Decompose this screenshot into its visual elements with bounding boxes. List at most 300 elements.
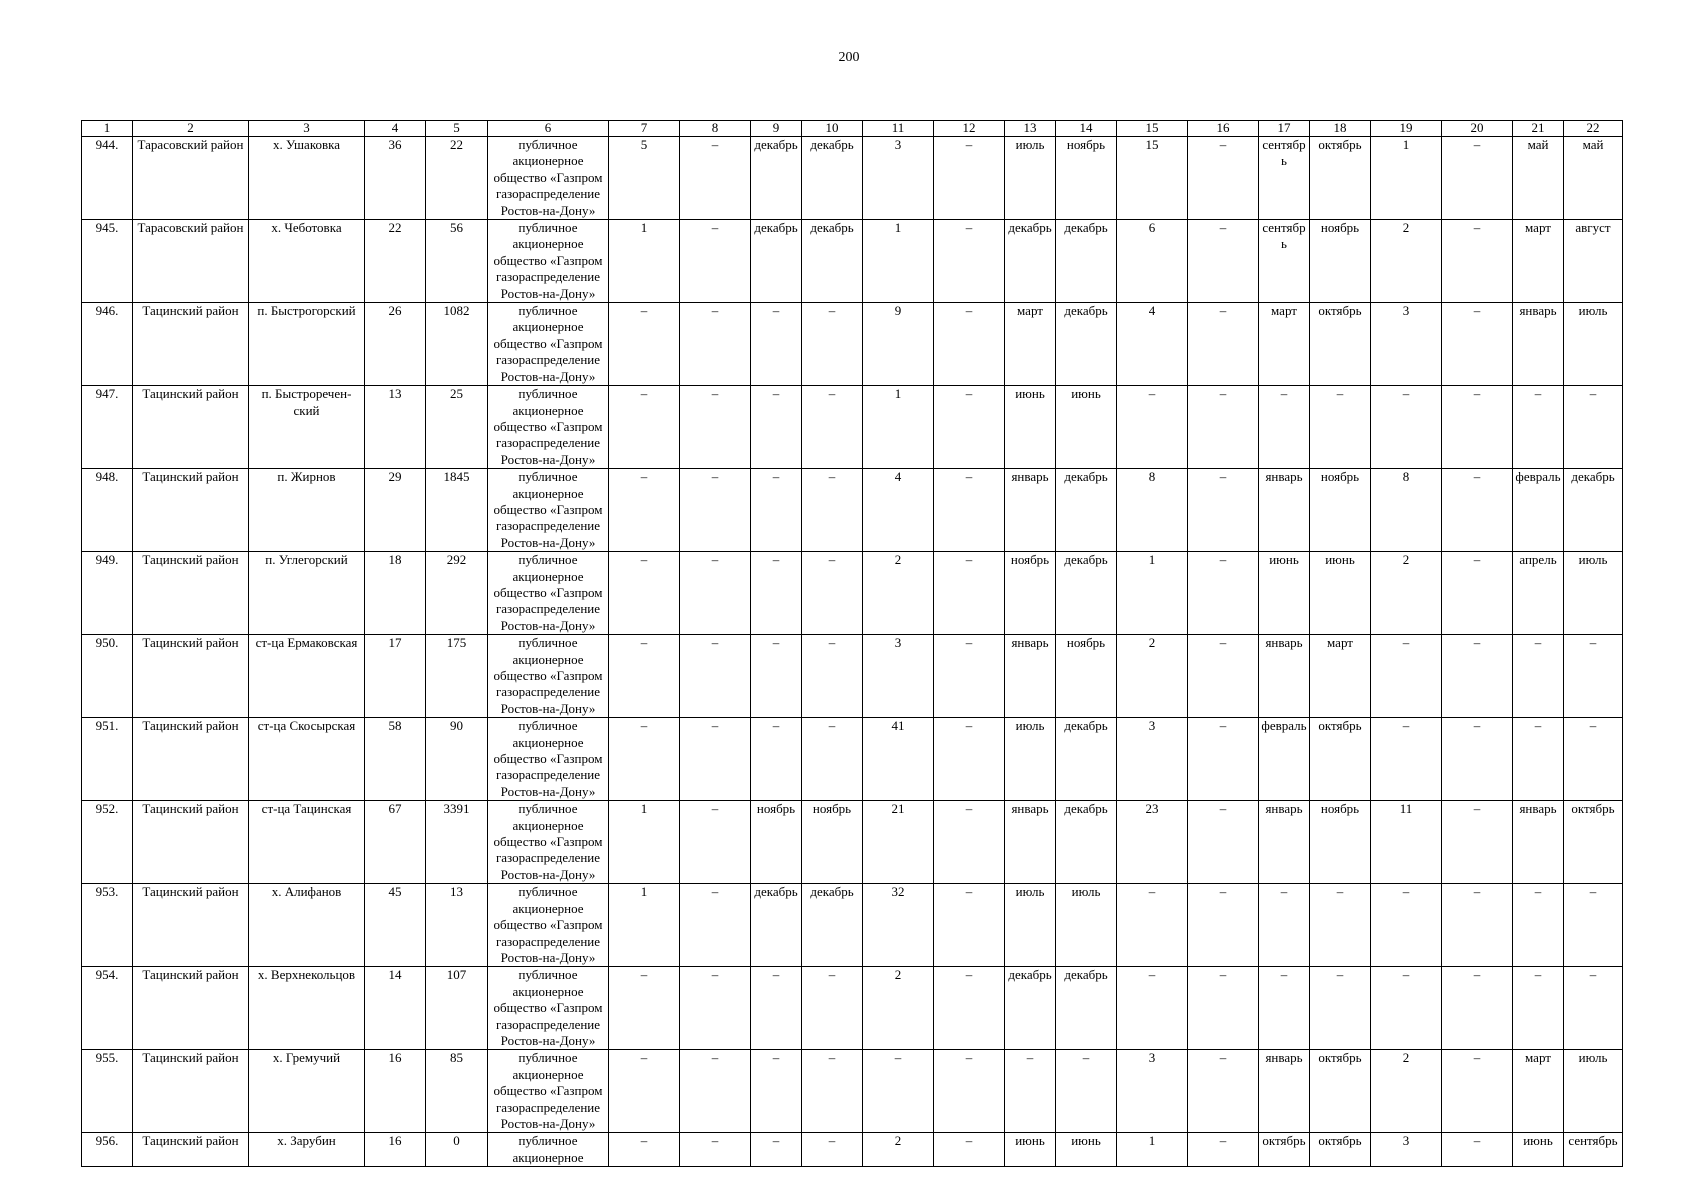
table-cell: 6 (1117, 220, 1188, 303)
table-cell: – (1310, 386, 1371, 469)
table-cell: декабрь (1056, 469, 1117, 552)
table-row (82, 220, 1623, 303)
table-row (82, 635, 1623, 718)
table-cell: – (934, 469, 1005, 552)
table-cell: январь (1005, 801, 1056, 884)
table-cell: публичное акционерное общество «Газпром газораспределение Ростов-на-Дону» (488, 884, 609, 967)
table-cell: – (609, 635, 680, 718)
column-header: 11 (863, 121, 934, 137)
table-cell: 953. (82, 884, 133, 967)
table-cell: декабрь (802, 137, 863, 220)
table-cell: 1 (863, 386, 934, 469)
table-cell: – (1188, 386, 1259, 469)
table-cell: 944. (82, 137, 133, 220)
table-cell: 32 (863, 884, 934, 967)
table-cell: декабрь (1564, 469, 1623, 552)
table-cell: 1 (609, 884, 680, 967)
table-cell: – (1117, 967, 1188, 1050)
column-header: 13 (1005, 121, 1056, 137)
table-cell: – (680, 1133, 751, 1167)
table-cell: 1082 (426, 303, 488, 386)
table-cell: март (1513, 220, 1564, 303)
table-cell: 107 (426, 967, 488, 1050)
column-header: 6 (488, 121, 609, 137)
table-cell: 5 (609, 137, 680, 220)
table-cell: июнь (1005, 386, 1056, 469)
table-cell: 947. (82, 386, 133, 469)
table-cell: п. Быстроречен-ский (249, 386, 365, 469)
table-cell: июнь (1310, 552, 1371, 635)
table-cell: март (1005, 303, 1056, 386)
table-cell: – (1188, 469, 1259, 552)
table-cell: июль (1005, 718, 1056, 801)
table-cell: публичное акционерное (488, 1133, 609, 1167)
table-cell: – (934, 635, 1005, 718)
table-cell: 2 (1371, 1050, 1442, 1133)
table-cell: декабрь (1056, 718, 1117, 801)
table-cell: февраль (1259, 718, 1310, 801)
table-cell: 948. (82, 469, 133, 552)
table-cell: публичное акционерное общество «Газпром газораспределение Ростов-на-Дону» (488, 303, 609, 386)
table-cell: июль (1005, 137, 1056, 220)
table-cell: 29 (365, 469, 426, 552)
table-cell: – (802, 1050, 863, 1133)
table-cell: публичное акционерное общество «Газпром газораспределение Ростов-на-Дону» (488, 1050, 609, 1133)
table-cell: – (1564, 386, 1623, 469)
table-cell: 22 (365, 220, 426, 303)
table-cell: декабрь (1056, 303, 1117, 386)
table-cell: 951. (82, 718, 133, 801)
table-cell: – (609, 1050, 680, 1133)
table-cell: ноябрь (1310, 220, 1371, 303)
table-cell: декабрь (1056, 220, 1117, 303)
table-cell: Тацинский район (133, 967, 249, 1050)
table-cell: июнь (1005, 1133, 1056, 1167)
table-cell: 2 (863, 1133, 934, 1167)
table-cell: 16 (365, 1050, 426, 1133)
table-cell: – (1442, 635, 1513, 718)
table-cell: – (1564, 718, 1623, 801)
table-cell: – (802, 552, 863, 635)
table-cell: – (1371, 718, 1442, 801)
table-cell: 955. (82, 1050, 133, 1133)
table-cell: декабрь (751, 137, 802, 220)
table-cell: июль (1564, 1050, 1623, 1133)
table-row (82, 967, 1623, 1050)
table-cell: август (1564, 220, 1623, 303)
table-row (82, 552, 1623, 635)
table-cell: – (751, 386, 802, 469)
table-cell: х. Зарубин (249, 1133, 365, 1167)
table-cell: публичное акционерное общество «Газпром газораспределение Ростов-на-Дону» (488, 967, 609, 1050)
table-cell: – (751, 552, 802, 635)
table-cell: – (1513, 967, 1564, 1050)
table-cell: Тацинский район (133, 1050, 249, 1133)
table-cell: январь (1259, 469, 1310, 552)
table-cell: 13 (426, 884, 488, 967)
table-body (82, 137, 1623, 1167)
column-header: 20 (1442, 121, 1513, 137)
table-cell: декабрь (802, 220, 863, 303)
table-cell: март (1310, 635, 1371, 718)
table-cell: октябрь (1310, 1050, 1371, 1133)
table-cell: октябрь (1310, 137, 1371, 220)
table-cell: публичное акционерное общество «Газпром газораспределение Ростов-на-Дону» (488, 635, 609, 718)
table-cell: – (802, 718, 863, 801)
table-cell: – (751, 718, 802, 801)
table-cell: – (680, 303, 751, 386)
table-cell: декабрь (1056, 967, 1117, 1050)
column-header: 21 (1513, 121, 1564, 137)
table-cell: март (1259, 303, 1310, 386)
table-cell: – (751, 635, 802, 718)
table-cell: – (802, 386, 863, 469)
table-cell: 1 (863, 220, 934, 303)
table-cell: – (1188, 1133, 1259, 1167)
table-cell: январь (1259, 635, 1310, 718)
table-cell: ст-ца Ермаковская (249, 635, 365, 718)
table-cell: 3 (863, 635, 934, 718)
table-cell: – (1513, 718, 1564, 801)
table-cell: – (609, 469, 680, 552)
header-row (82, 121, 1623, 137)
table-cell: декабрь (751, 220, 802, 303)
table-cell: февраль (1513, 469, 1564, 552)
table-cell: – (1005, 1050, 1056, 1133)
table-cell: – (934, 1050, 1005, 1133)
table-cell: – (680, 552, 751, 635)
table-cell: – (1188, 884, 1259, 967)
table-cell: – (934, 220, 1005, 303)
table-cell: – (1056, 1050, 1117, 1133)
table-cell: – (1371, 967, 1442, 1050)
table-cell: сентябр ь (1259, 137, 1310, 220)
table-cell: 3 (863, 137, 934, 220)
table-cell: ноябрь (1005, 552, 1056, 635)
table-cell: 1 (1117, 1133, 1188, 1167)
table-cell: – (680, 469, 751, 552)
table-cell: – (1513, 386, 1564, 469)
table-cell: январь (1513, 801, 1564, 884)
table-cell: – (1371, 884, 1442, 967)
column-header: 10 (802, 121, 863, 137)
table-cell: – (1442, 469, 1513, 552)
table-row (82, 1050, 1623, 1133)
table-cell: декабрь (1005, 220, 1056, 303)
table-cell: – (802, 635, 863, 718)
table-cell: 8 (1371, 469, 1442, 552)
table-cell: 15 (1117, 137, 1188, 220)
table-cell: ст-ца Тацинская (249, 801, 365, 884)
column-header: 12 (934, 121, 1005, 137)
table-cell: – (609, 718, 680, 801)
table-cell: 4 (863, 469, 934, 552)
table-cell: публичное акционерное общество «Газпром газораспределение Ростов-на-Дону» (488, 386, 609, 469)
table-cell: 18 (365, 552, 426, 635)
table-cell: публичное акционерное общество «Газпром газораспределение Ростов-на-Дону» (488, 220, 609, 303)
table-cell: июль (1005, 884, 1056, 967)
column-header: 15 (1117, 121, 1188, 137)
table-cell: – (1442, 967, 1513, 1050)
table-cell: 952. (82, 801, 133, 884)
table-cell: 956. (82, 1133, 133, 1167)
table-cell: март (1513, 1050, 1564, 1133)
table-cell: 3 (1117, 1050, 1188, 1133)
table-cell: – (1310, 967, 1371, 1050)
table-cell: июнь (1056, 1133, 1117, 1167)
table-cell: 945. (82, 220, 133, 303)
table-row (82, 386, 1623, 469)
table-cell: 13 (365, 386, 426, 469)
table-cell: – (1564, 635, 1623, 718)
table-cell: – (1442, 386, 1513, 469)
table-cell: Тацинский район (133, 469, 249, 552)
table-row (82, 718, 1623, 801)
table-cell: 2 (1371, 552, 1442, 635)
table-cell: – (1371, 635, 1442, 718)
table-cell: – (1188, 635, 1259, 718)
table-cell: 45 (365, 884, 426, 967)
table-cell: апрель (1513, 552, 1564, 635)
table-cell: – (1310, 884, 1371, 967)
table-cell: – (680, 137, 751, 220)
table-cell: 85 (426, 1050, 488, 1133)
table-cell: – (802, 469, 863, 552)
table-cell: – (751, 967, 802, 1050)
table-cell: – (802, 967, 863, 1050)
table-cell: 58 (365, 718, 426, 801)
table-cell: ноябрь (1310, 469, 1371, 552)
table-cell: – (609, 552, 680, 635)
table-cell: октябрь (1310, 1133, 1371, 1167)
table-row (82, 1133, 1623, 1167)
table-cell: – (1117, 386, 1188, 469)
table-cell: 23 (1117, 801, 1188, 884)
table-row (82, 801, 1623, 884)
column-header: 17 (1259, 121, 1310, 137)
table-cell: х. Чеботовка (249, 220, 365, 303)
table-cell: – (751, 1050, 802, 1133)
table-cell: 8 (1117, 469, 1188, 552)
table-cell: – (680, 967, 751, 1050)
table-cell: 1845 (426, 469, 488, 552)
table-cell: – (934, 386, 1005, 469)
table-cell: ноябрь (802, 801, 863, 884)
table-cell: Тацинский район (133, 386, 249, 469)
table-cell: – (802, 303, 863, 386)
table-cell: – (1188, 303, 1259, 386)
table-cell: 1 (609, 801, 680, 884)
table-cell: – (934, 967, 1005, 1050)
table-cell: – (680, 386, 751, 469)
table-cell: 25 (426, 386, 488, 469)
table-cell: – (1442, 801, 1513, 884)
table-cell: 90 (426, 718, 488, 801)
table-cell: – (1259, 884, 1310, 967)
table-cell: октябрь (1259, 1133, 1310, 1167)
table-cell: июнь (1259, 552, 1310, 635)
table-cell: – (934, 801, 1005, 884)
table-cell: сентябр ь (1259, 220, 1310, 303)
gasification-schedule-table (81, 120, 1623, 1167)
table-cell: 1 (609, 220, 680, 303)
table-cell: январь (1513, 303, 1564, 386)
table-cell: январь (1259, 1050, 1310, 1133)
table-cell: декабрь (1056, 552, 1117, 635)
table-cell: ноябрь (1310, 801, 1371, 884)
table-cell: 946. (82, 303, 133, 386)
table-cell: – (609, 967, 680, 1050)
table-cell: ноябрь (1056, 137, 1117, 220)
table-cell: июль (1564, 303, 1623, 386)
table-cell: – (680, 718, 751, 801)
column-header: 14 (1056, 121, 1117, 137)
table-cell: – (1442, 303, 1513, 386)
column-header: 1 (82, 121, 133, 137)
table-cell: 2 (1371, 220, 1442, 303)
table-cell: 67 (365, 801, 426, 884)
column-header: 16 (1188, 121, 1259, 137)
table-cell: декабрь (1005, 967, 1056, 1050)
column-header: 22 (1564, 121, 1623, 137)
table-cell: х. Алифанов (249, 884, 365, 967)
table-cell: п. Быстрогорский (249, 303, 365, 386)
table-cell: Тацинский район (133, 303, 249, 386)
table-cell: Тарасовский район (133, 137, 249, 220)
table-cell: 26 (365, 303, 426, 386)
table-cell: июнь (1056, 386, 1117, 469)
table-cell: – (1259, 386, 1310, 469)
table-cell: май (1513, 137, 1564, 220)
column-header: 3 (249, 121, 365, 137)
table-cell: – (1442, 220, 1513, 303)
table-cell: 3 (1371, 1133, 1442, 1167)
table-cell: июль (1056, 884, 1117, 967)
table-cell: ст-ца Скосырская (249, 718, 365, 801)
table-cell: 292 (426, 552, 488, 635)
table-cell: публичное акционерное общество «Газпром газораспределение Ростов-на-Дону» (488, 137, 609, 220)
table-cell: – (934, 303, 1005, 386)
table-cell: 950. (82, 635, 133, 718)
table-cell: 36 (365, 137, 426, 220)
table-row (82, 137, 1623, 220)
table-cell: – (680, 801, 751, 884)
column-header: 8 (680, 121, 751, 137)
table-cell: 41 (863, 718, 934, 801)
table-cell: 3 (1371, 303, 1442, 386)
table-cell: – (751, 1133, 802, 1167)
table-cell: 1 (1371, 137, 1442, 220)
table-cell: Тацинский район (133, 884, 249, 967)
table-cell: публичное акционерное общество «Газпром газораспределение Ростов-на-Дону» (488, 801, 609, 884)
table-header (82, 121, 1623, 137)
table-cell: 0 (426, 1133, 488, 1167)
table-cell: Тарасовский район (133, 220, 249, 303)
table-cell: декабрь (802, 884, 863, 967)
table-cell: Тацинский район (133, 1133, 249, 1167)
table-cell: – (609, 303, 680, 386)
table-cell: х. Ушаковка (249, 137, 365, 220)
table-cell: – (1371, 386, 1442, 469)
table-cell: – (751, 303, 802, 386)
table-cell: – (1259, 967, 1310, 1050)
table-cell: январь (1005, 469, 1056, 552)
table-cell: – (1188, 220, 1259, 303)
table-row (82, 469, 1623, 552)
table-cell: Тацинский район (133, 635, 249, 718)
table-cell: – (1117, 884, 1188, 967)
table-cell: – (751, 469, 802, 552)
table-cell: – (934, 1133, 1005, 1167)
table-cell: х. Верхнекольцов (249, 967, 365, 1050)
table-cell: октябрь (1564, 801, 1623, 884)
table-cell: октябрь (1310, 303, 1371, 386)
table-cell: 2 (1117, 635, 1188, 718)
table-cell: – (1442, 884, 1513, 967)
column-header: 5 (426, 121, 488, 137)
table-cell: январь (1005, 635, 1056, 718)
table-cell: – (1442, 718, 1513, 801)
table-cell: – (1442, 552, 1513, 635)
table-cell: х. Гремучий (249, 1050, 365, 1133)
table-cell: публичное акционерное общество «Газпром газораспределение Ростов-на-Дону» (488, 469, 609, 552)
table-cell: 4 (1117, 303, 1188, 386)
table-cell: 14 (365, 967, 426, 1050)
table-cell: – (1513, 884, 1564, 967)
table-cell: 56 (426, 220, 488, 303)
table-cell: – (1564, 884, 1623, 967)
table-cell: 16 (365, 1133, 426, 1167)
table-cell: – (1442, 1050, 1513, 1133)
table-cell: Тацинский район (133, 718, 249, 801)
table-cell: 11 (1371, 801, 1442, 884)
table-cell: – (680, 220, 751, 303)
table-cell: 1 (1117, 552, 1188, 635)
table-cell: публичное акционерное общество «Газпром газораспределение Ростов-на-Дону» (488, 718, 609, 801)
table-cell: – (680, 884, 751, 967)
table-cell: ноябрь (751, 801, 802, 884)
table-cell: – (609, 1133, 680, 1167)
table-cell: – (1513, 635, 1564, 718)
column-header: 9 (751, 121, 802, 137)
table-row (82, 884, 1623, 967)
table-cell: – (1442, 1133, 1513, 1167)
table-cell: 175 (426, 635, 488, 718)
table-cell: 21 (863, 801, 934, 884)
table-cell: 3391 (426, 801, 488, 884)
column-header: 4 (365, 121, 426, 137)
table-cell: 17 (365, 635, 426, 718)
table-cell: июль (1564, 552, 1623, 635)
column-header: 2 (133, 121, 249, 137)
table-cell: – (680, 1050, 751, 1133)
table-cell: 2 (863, 552, 934, 635)
table-cell: сентябрь (1564, 1133, 1623, 1167)
table-cell: ноябрь (1056, 635, 1117, 718)
table-cell: – (934, 884, 1005, 967)
table-cell: – (1188, 967, 1259, 1050)
table-cell: публичное акционерное общество «Газпром газораспределение Ростов-на-Дону» (488, 552, 609, 635)
table-cell: декабрь (1056, 801, 1117, 884)
column-header: 7 (609, 121, 680, 137)
table-cell: – (1188, 801, 1259, 884)
table-cell: – (934, 718, 1005, 801)
table-cell: декабрь (751, 884, 802, 967)
table-cell: 2 (863, 967, 934, 1050)
table-cell: – (1188, 137, 1259, 220)
table-cell: – (609, 386, 680, 469)
table-cell: п. Углегорский (249, 552, 365, 635)
